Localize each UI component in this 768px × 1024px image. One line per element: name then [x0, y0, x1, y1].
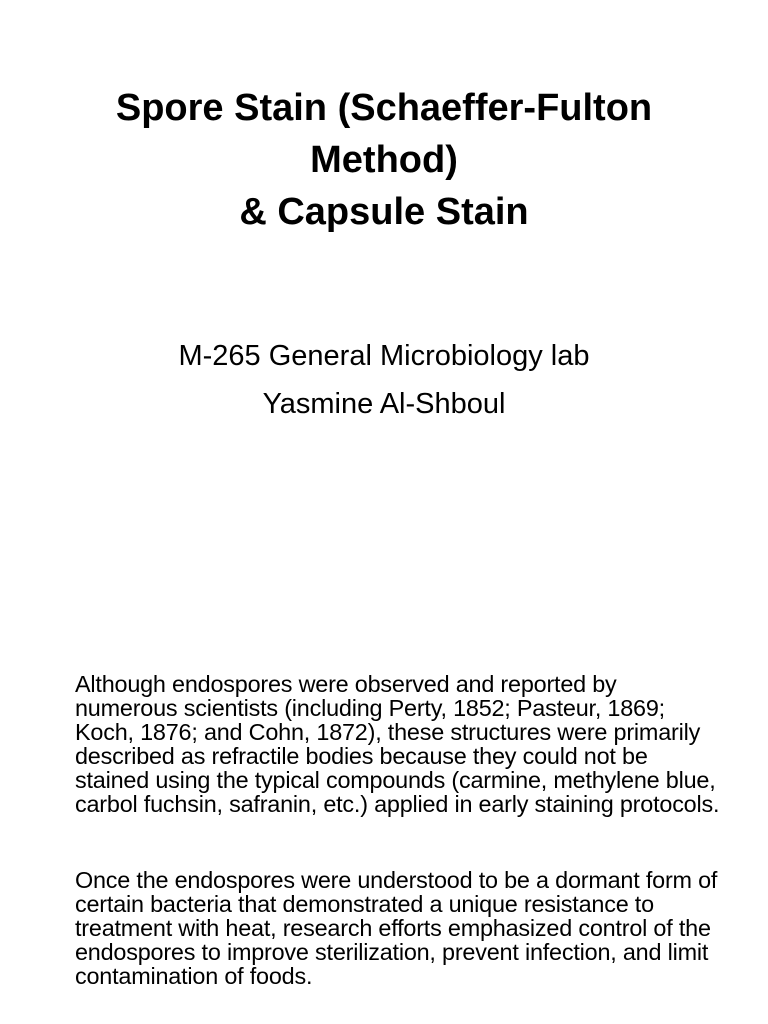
paragraph-history: Although endospores were observed and reported by numerous scientists (including Perty, 1852; Pasteur, 1869; Koch, 1876; and Cohn, 1872), these structures were primarily described as refractile bodies because they could not be stained using the typical compounds (carmine, methylene blue, carbol fuchsin, safranin, etc.) applied in early staining protocols.	[75, 671, 720, 817]
subtitle-block	[0, 332, 768, 428]
course-name: M-265 General Microbiology lab	[178, 340, 590, 372]
paragraph-dormancy: Once the endospores were understood to be a dormant form of certain bacteria that demonstrated a unique resistance to treatment with heat, research efforts emphasized control of the endospores to improve sterilization, prevent infection, and limit contamination of foods.	[75, 867, 718, 989]
title-line-3: & Capsule Stain	[239, 191, 529, 233]
author-name: Yasmine Al-Shboul	[262, 388, 506, 420]
slide-title	[0, 82, 768, 238]
title-line-2: Method)	[310, 139, 458, 181]
title-line-1: Spore Stain (Schaeffer-Fulton	[115, 87, 653, 129]
